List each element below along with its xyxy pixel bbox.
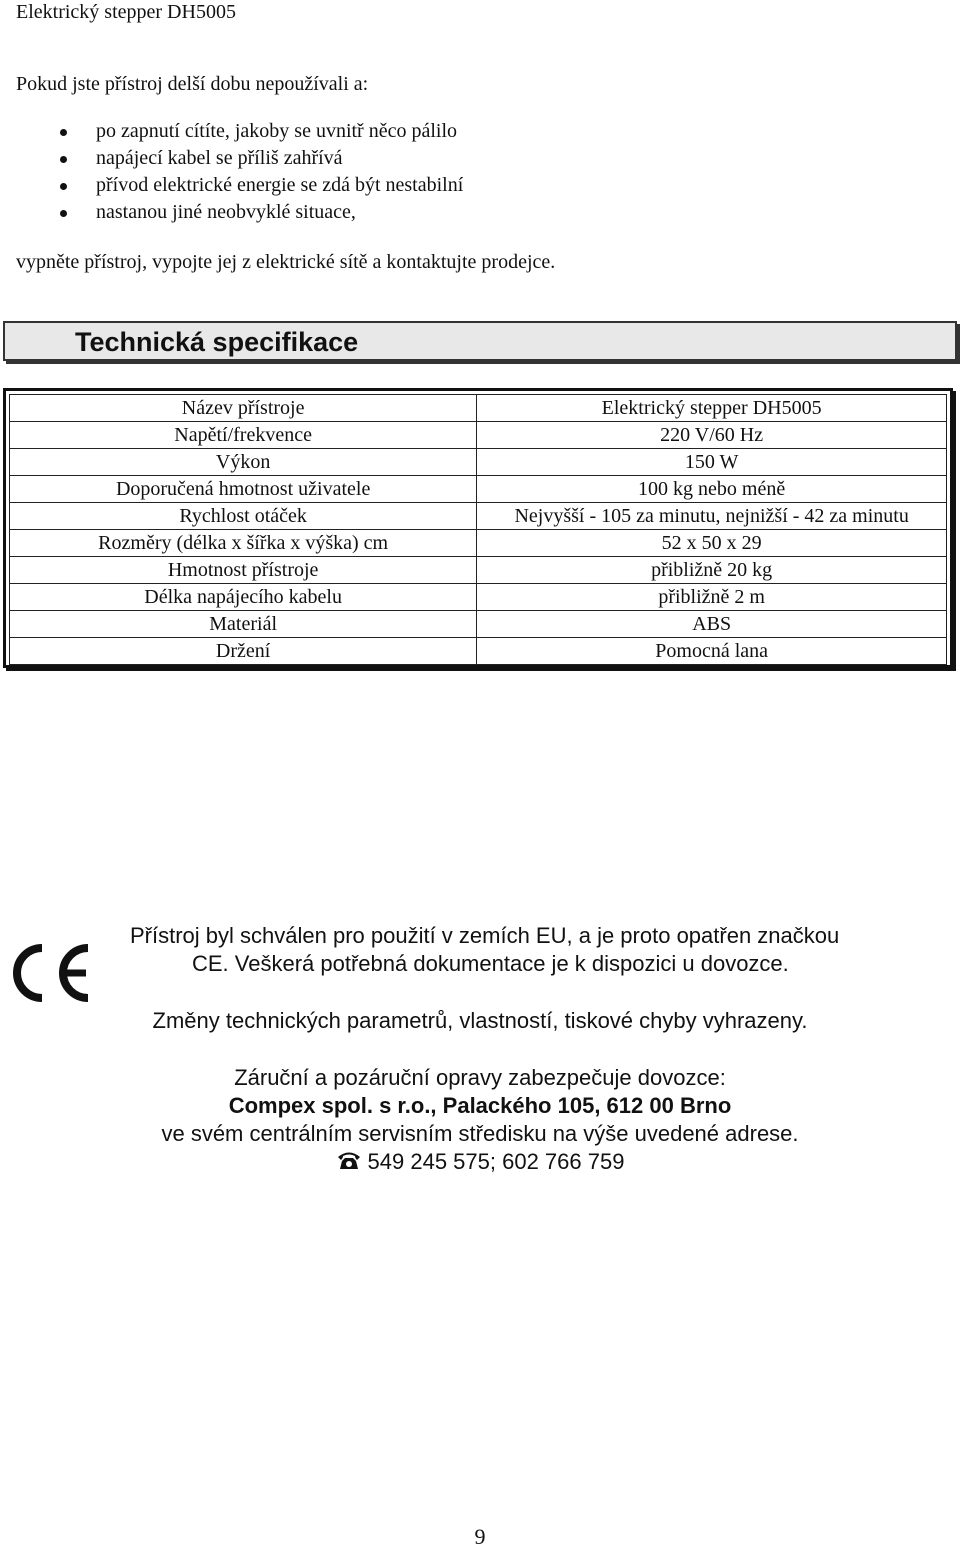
ce-mark-icon — [10, 940, 94, 1006]
spec-label: Napětí/frekvence — [10, 422, 477, 449]
changes-disclaimer: Změny technických parametrů, vlastností, tiskové chyby vyhrazeny. — [152, 1008, 808, 1033]
warranty-line: ve svém centrálním servisním středisku na výše uvedené adrese. — [161, 1121, 799, 1146]
spec-label: Rozměry (délka x šířka x výška) cm — [10, 530, 477, 557]
spec-label: Rychlost otáček — [10, 503, 477, 530]
bullet-icon — [60, 156, 67, 163]
list-item — [16, 199, 463, 226]
table-row — [10, 422, 947, 449]
list-item-text: nastanou jiné neobvyklé situace, — [96, 201, 356, 223]
spec-heading: Technická specifikace — [75, 327, 359, 357]
list-item-text: po zapnutí cítíte, jakoby se uvnitř něco pálilo — [96, 120, 458, 142]
phone-numbers: 549 245 575; 602 766 759 — [367, 1149, 625, 1174]
spec-label: Materiál — [10, 611, 477, 638]
table-row — [10, 638, 947, 665]
bullet-icon — [60, 129, 67, 136]
table-row — [10, 557, 947, 584]
spec-value: Pomocná lana — [477, 638, 947, 665]
table-row — [10, 503, 947, 530]
warning-intro: Pokud jste přístroj delší dobu nepoužívali a: — [16, 73, 369, 95]
page-number: 9 — [474, 1524, 486, 1549]
list-item-text: přívod elektrické energie se zdá být nestabilní — [96, 174, 464, 196]
warranty-block — [0, 1064, 960, 1176]
list-item-text: napájecí kabel se příliš zahřívá — [96, 147, 343, 169]
table-row — [10, 476, 947, 503]
spec-label: Délka napájecího kabelu — [10, 584, 477, 611]
list-item — [16, 172, 463, 199]
importer-address: Compex spol. s r.o., Palackého 105, 612 00 Brno — [228, 1093, 732, 1118]
spec-label: Držení — [10, 638, 477, 665]
spec-value: Nejvyšší - 105 za minutu, nejnižší - 42 za minutu — [477, 503, 947, 530]
warranty-line: Záruční a pozáruční opravy zabezpečuje dovozce: — [234, 1065, 726, 1090]
table-row — [10, 611, 947, 638]
table-row — [10, 449, 947, 476]
warning-outro: vypněte přístroj, vypojte jej z elektrické sítě a kontaktujte prodejce. — [16, 251, 556, 273]
spec-table — [9, 394, 947, 665]
spec-label: Hmotnost přístroje — [10, 557, 477, 584]
spec-label: Doporučená hmotnost uživatele — [10, 476, 477, 503]
table-row — [10, 584, 947, 611]
ce-approval-line: CE. Veškerá potřebná dokumentace je k dispozici u dovozce. — [192, 951, 789, 976]
document-header: Elektrický stepper DH5005 — [16, 1, 236, 23]
spec-table-frame — [3, 388, 953, 668]
phone-line — [0, 1148, 960, 1176]
list-item — [16, 118, 463, 145]
bullet-icon — [60, 183, 67, 190]
ce-approval-text — [130, 922, 930, 978]
spec-value: 100 kg nebo méně — [477, 476, 947, 503]
spec-label: Název přístroje — [10, 395, 477, 422]
spec-value: 150 W — [477, 449, 947, 476]
bullet-icon — [60, 210, 67, 217]
ce-approval-line: Přístroj byl schválen pro použití v zemích EU, a je proto opatřen značkou — [130, 923, 840, 948]
spec-value: přibližně 2 m — [477, 584, 947, 611]
spec-value: přibližně 20 kg — [477, 557, 947, 584]
spec-value: Elektrický stepper DH5005 — [477, 395, 947, 422]
phone-icon — [336, 1149, 362, 1171]
table-row — [10, 395, 947, 422]
spec-label: Výkon — [10, 449, 477, 476]
spec-heading-box — [3, 321, 957, 361]
warning-list — [16, 118, 463, 226]
spec-value: ABS — [477, 611, 947, 638]
spec-value: 52 x 50 x 29 — [477, 530, 947, 557]
table-row — [10, 530, 947, 557]
spec-value: 220 V/60 Hz — [477, 422, 947, 449]
list-item — [16, 145, 463, 172]
